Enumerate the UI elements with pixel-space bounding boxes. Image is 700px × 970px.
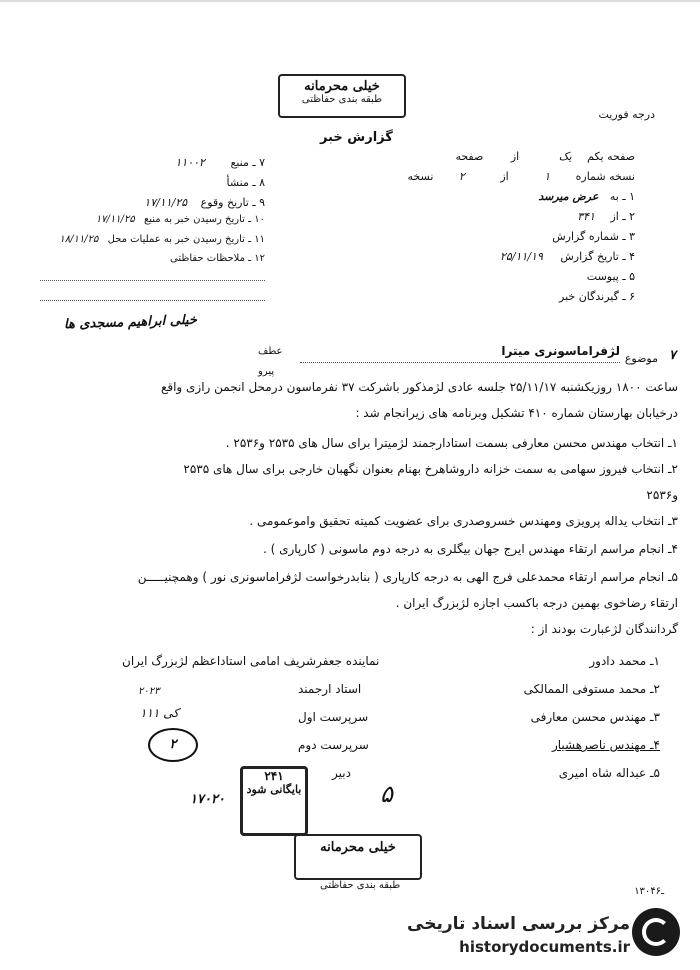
margin-note-a: ۲۰۲۳ [138,686,160,697]
archive-stamp-number: ۲۴۱ [264,769,284,783]
subject-value: لژفراماسونری میترا [501,344,620,358]
officer-left-2: استاد ارجمند [298,682,362,696]
body-intro-2: درخیابان بهارستان شماره ۴۱۰ تشکیل وبرنامه های زیرانجام شد : [355,406,678,420]
archive-stamp-label: بایگانی شود [246,783,302,796]
to-row: ۱ ـ به عرض میرسد [538,190,635,203]
watermark-logo-icon [632,908,680,956]
body-item-1: ۱ـ انتخاب مهندس محسن معارفی بسمت استادارجمند لژمیترا برای سال های ۲۵۳۵ و۲۵۳۶ . [225,436,678,450]
subject-underline [300,362,620,363]
top-classification-stamp [278,74,406,118]
archive-stamp [240,766,308,836]
handwritten-note: خیلی ابراهیم مسجدی ها [63,312,198,333]
top-stamp-subtext: طبقه بندی حفاظتی [301,94,383,105]
body-intro-1: ساعت ۱۸۰۰ روزیکشنبه ۲۵/۱۱/۱۷ جلسه عادی لژمذکور باشرکت ۳۷ نفرماسون درمحل انجمن رازی واقع [160,380,678,394]
scan-edge-mark [0,0,700,2]
recipients-row: ۶ ـ گیرندگان خبر [559,290,635,303]
watermark-band [0,902,700,970]
priority-label: درجه فوریت [598,108,655,121]
officer-left-1: نماینده جعفرشریف امامی استاداعظم لژبزرگ ایران [122,654,380,668]
officer-right-1: ۱ـ محمد دادور [589,654,660,668]
body-item-5a: ۵ـ انجام مراسم ارتقاء محمدعلی فرج الهی به درجه کارپاری ( بنابدرخواست لژفراماسونری نور ) وهمچنیـــــن [137,570,678,584]
page-count-row: صفحه یکم یک از صفحه [455,150,635,163]
form-code: ۱۳۰ـ۴۶ [634,886,664,897]
officer-right-2: ۲ـ محمد مستوفی الممالکی [523,682,660,696]
left-form-line-1 [40,280,265,281]
body-item-2b: و۲۵۳۶ [646,488,678,502]
attachment-row: ۵ ـ پیوست [586,270,635,283]
bottom-stamp-subtext: طبقه بندی حفاظتی [320,880,401,891]
subject-label: موضوع [624,352,658,365]
source-row: ۷ ـ منبع ۱۱۰۰۲ [175,156,265,169]
origin-row: ۸ ـ منشأ [226,176,265,189]
left-form-line-2 [40,300,265,301]
peyro-label: پیرو [258,366,275,377]
copy-number-row: نسخه شماره ۱ از ۲ نسخه [407,170,635,183]
body-conductors: گردانندگان لژعبارت بودند از : [530,622,678,636]
bottom-stamp-text: خیلی محرمانه [320,840,396,855]
signature-five: ۵ [380,780,393,808]
officer-right-4: ۴ـ مهندس ناصرهشیار [551,738,660,752]
event-date-row: ۹ ـ تاریخ وقوع ۱۷/۱۱/۲۵ [144,196,265,209]
body-item-3: ۳ـ انتخاب یداله پرویزی ومهندس خسروصدری برای عضویت کمیته تحقیق واموعمومی . [249,514,678,528]
body-item-2a: ۲ـ انتخاب فیروز سهامی به سمت خزانه داروشاهرخ بهنام بعنوان نگهبان خارجی برای سال های ۲۵۳۵ [183,462,678,476]
archive-side-number: ۱۷۰۲۰ [190,792,225,807]
officer-left-4: سرپرست دوم [298,738,369,752]
body-item-4: ۴ـ انجام مراسم ارتقاء مهندس ایرج جهان بیگلری به درجه دوم ماسونی ( کارپاری ) . [262,542,678,556]
body-item-5b: ارتقاء رضاخوی بهمین درجه باکسب اجازه لژبزرگ ایران . [395,596,678,610]
from-row: ۲ ـ از ۳۴۱ [577,210,635,223]
officer-left-3: سرپرست اول [298,710,369,724]
officer-right-5: ۵ـ عبداله شاه امیری [558,766,660,780]
circled-number: ۲ [148,728,198,762]
report-number-row: ۳ ـ شماره گزارش [552,230,635,243]
report-date-row: ۴ ـ تاریخ گزارش ۲۵/۱۱/۱۹ [500,250,635,263]
security-notes-row: ۱۲ ـ ملاحظات حفاظتی [170,253,265,264]
watermark-url: historydocuments.ir [459,938,630,956]
officer-right-3: ۳ـ مهندس محسن معارفی [530,710,660,724]
margin-number: ۷ [669,348,676,363]
bottom-classification-stamp [294,834,422,880]
source-receive-date-row: ۱۰ ـ تاریخ رسیدن خبر به منبع ۱۷/۱۱/۲۵ [95,214,265,225]
top-stamp-text: خیلی محرمانه [304,79,380,94]
watermark-persian: مرکز بررسی اسناد تاریخی [407,914,630,934]
report-title: گزارش خبر [320,130,393,145]
ops-receive-date-row: ۱۱ ـ تاریخ رسیدن خبر به عملیات محل ۱۸/۱۱/۲۵ [59,234,265,245]
officer-left-5: دبیر [332,766,351,780]
margin-note-b: ۱۱۱ کی [140,706,179,720]
atf-label: عطف [258,346,283,357]
